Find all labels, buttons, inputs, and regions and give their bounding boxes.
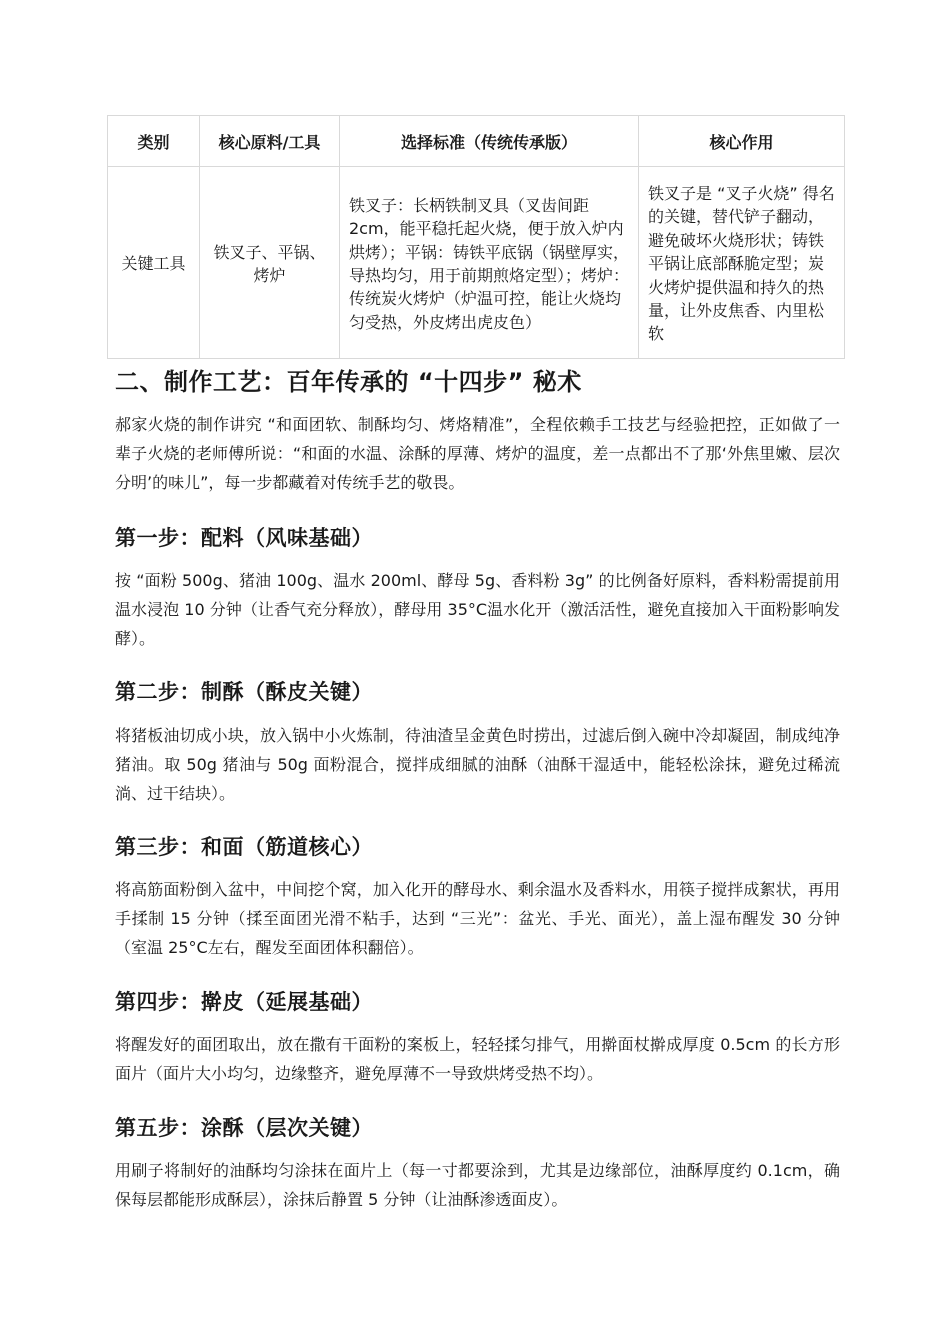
step-3 — [115, 833, 840, 861]
section-intro: 郝家火烧的制作讲究 “和面团软、制酥均匀、烤烙精准”，全程依赖手工技艺与经验把控，正如做了一辈子火烧的老师傅所说：“和面的水温、涂酥的厚薄、烤炉的温度，差一点都出不了那‘外焦里嫩、层次分明’的味儿”，每一步都藏着对传统手艺的敬畏。 — [115, 415, 840, 492]
step-text: 将醒发好的面团取出，放在撒有干面粉的案板上，轻轻揉匀排气，用擀面杖擀成厚度 0.5cm 的长方形面片（面片大小均匀，边缘整齐，避免厚薄不一导致烘烤受热不均）。 — [115, 1035, 840, 1083]
step-4-body — [115, 1030, 840, 1088]
table-cell-function: 铁叉子是 “叉子火烧” 得名的关键，替代铲子翻动，避免破坏火烧形状；铸铁平锅让底部酥脆定型；炭火烤炉提供温和持久的热量，让外皮焦香、内里松软 — [639, 167, 845, 359]
step-2-body — [115, 721, 840, 808]
step-text: 将猪板油切成小块，放入锅中小火炼制，待油渣呈金黄色时捞出，过滤后倒入碗中冷却凝固，制成纯净猪油。取 50g 猪油与 50g 面粉混合，搅拌成细腻的油酥（油酥干湿适中，能轻松涂抹，避免过稀流淌、过干结块）。 — [115, 726, 840, 803]
step-3-body — [115, 875, 840, 962]
step-text: 将高筋面粉倒入盆中，中间挖个窝，加入化开的酵母水、剩余温水及香料水，用筷子搅拌成絮状，再用手揉制 15 分钟（揉至面团光滑不粘手，达到 “三光”：盆光、手光、面光），盖上湿布醒发 30 分钟（室温 25°C左右，醒发至面团体积翻倍）。 — [115, 880, 840, 957]
table-cell-items: 铁叉子、平锅、烤炉 — [200, 167, 340, 359]
section-heading-block — [115, 366, 840, 398]
step-1 — [115, 524, 840, 552]
step-4 — [115, 988, 840, 1016]
table-row — [108, 167, 845, 359]
table-header-row — [108, 116, 845, 167]
step-title: 第四步：擀皮（延展基础） — [115, 990, 373, 1014]
step-title: 第三步：和面（筋道核心） — [115, 835, 373, 859]
step-text: 按 “面粉 500g、猪油 100g、温水 200ml、酵母 5g、香料粉 3g” 的比例备好原料，香料粉需提前用温水浸泡 10 分钟（让香气充分释放），酵母用 35°C温水化开（激活活性，避免直接加入干面粉影响发酵）。 — [115, 571, 840, 648]
step-title: 第一步：配料（风味基础） — [115, 526, 373, 550]
section-title: 二、制作工艺：百年传承的 “十四步” 秘术 — [115, 368, 582, 396]
table-header-function: 核心作用 — [639, 116, 845, 167]
step-5 — [115, 1114, 840, 1142]
table-cell-standard: 铁叉子：长柄铁制叉具（叉齿间距 2cm，能平稳托起火烧，便于放入炉内烘烤）；平锅：铸铁平底锅（锅壁厚实，导热均匀，用于前期煎烙定型）；烤炉：传统炭火烤炉（炉温可控，能让火烧均匀受热，外皮烤出虎皮色） — [340, 167, 639, 359]
step-title: 第二步：制酥（酥皮关键） — [115, 680, 373, 704]
step-text: 用刷子将制好的油酥均匀涂抹在面片上（每一寸都要涂到，尤其是边缘部位，油酥厚度约 0.1cm，确保每层都能形成酥层），涂抹后静置 5 分钟（让油酥渗透面皮）。 — [115, 1161, 840, 1209]
section-intro-block — [115, 410, 840, 497]
step-2 — [115, 678, 840, 706]
table-cell-category: 关键工具 — [108, 167, 200, 359]
step-1-body — [115, 566, 840, 653]
step-title: 第五步：涂酥（层次关键） — [115, 1116, 373, 1140]
step-5-body — [115, 1156, 840, 1214]
table-header-materials: 核心原料/工具 — [200, 116, 340, 167]
table-header-category: 类别 — [108, 116, 200, 167]
materials-table — [107, 115, 845, 359]
table-header-standard: 选择标准（传统传承版） — [340, 116, 639, 167]
